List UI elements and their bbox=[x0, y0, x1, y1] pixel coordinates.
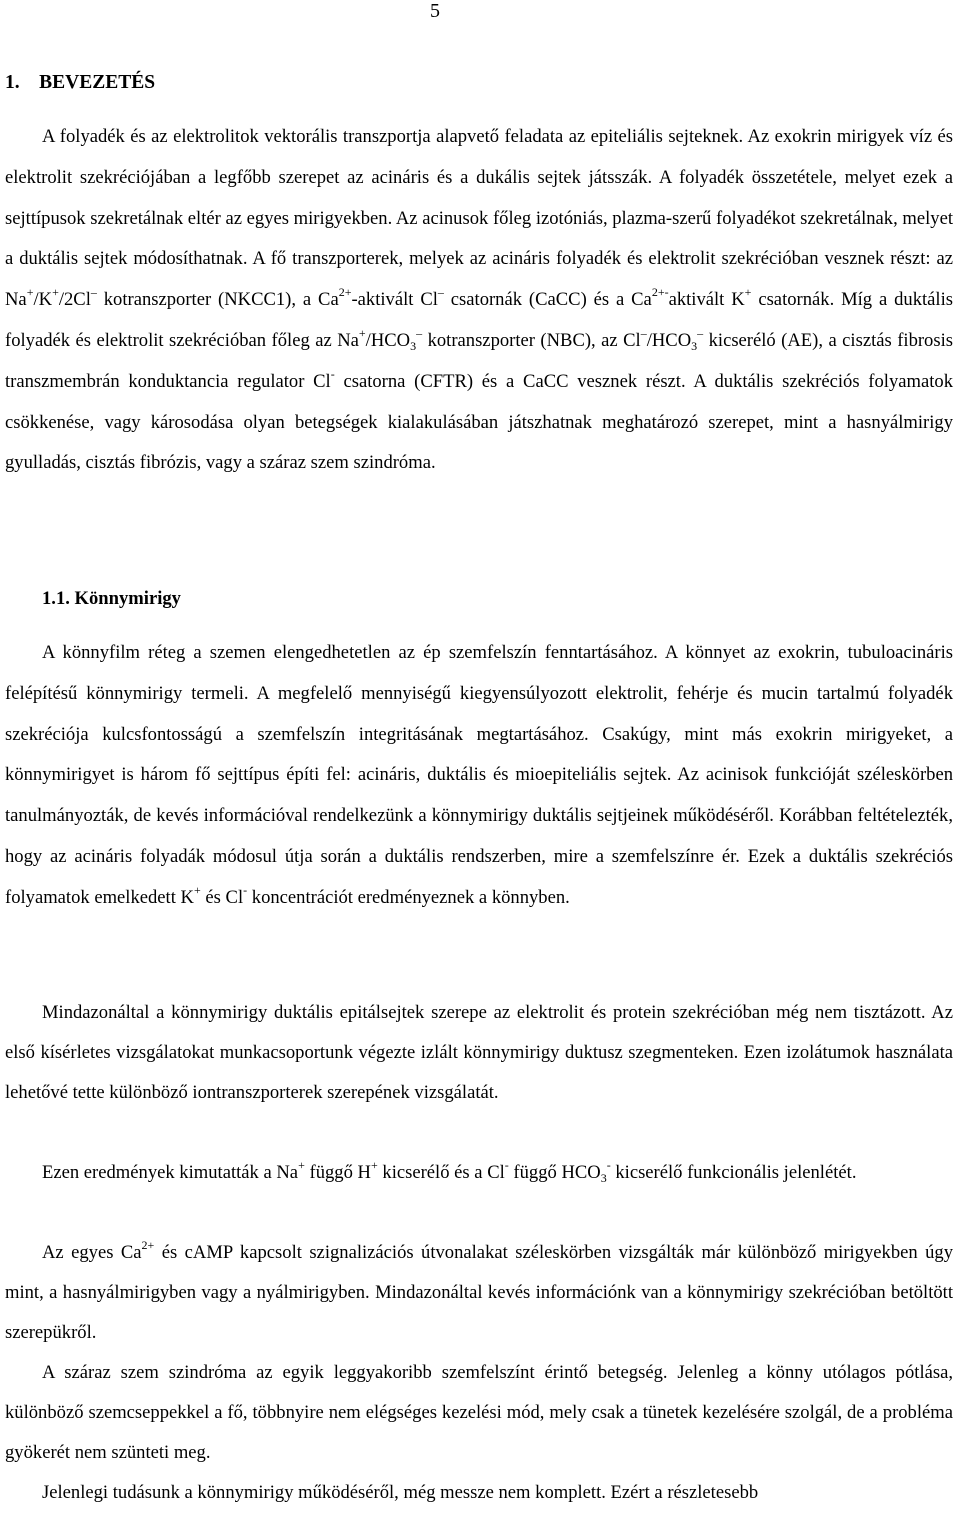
page-number: 5 bbox=[430, 0, 440, 22]
section-title: BEVEZETÉS bbox=[39, 72, 156, 93]
section-heading bbox=[5, 72, 155, 94]
paragraph-intro: A folyadék és az elektrolitok vektorális transzportja alapvető feladata az epiteliális sejteknek. Az exokrin mirigyek víz és elektrolit szekréciójában a legfőbb szerepet az acináris és a dukális sejtek játsszák. A folyadék összetétele, melyet ezek a sejttípusok szekretálnak eltér az egyes mirigyekben. Az acinusok főleg izotóniás, plazma-szerű folyadékot szekretálnak, melyet a duktális sejtek módosíthatnak. A fő transzporterek, melyek az acináris folyadék és elektrolit szekrécióban vesznek részt: az Na+/K+/2Cl– kotranszporter (NKCC1), a $Ca^{2+}$-aktivált Cl– csatornák (CaCC) és a $Ca^{2+-}aktivált$ K+ csatornák. Míg a duktális folyadék és elektrolit szekrécióban főleg az $Na^+/HCO_3^-$ kotranszporter (NBC), az $Cl^-/HCO_3^-$ kicseréló (AE), a cisztás fibrosis transzmembrán konduktancia regulator Cl- csatorna (CFTR) és a CaCC vesznek részt. A duktális szekréciós folyamatok csökkenése, vagy károsodása olyan betegségek kialakulásában játszhatnak meghatározó szerepet, mint a hasnyálmirigy gyulladás, cisztás fibrózis, vagy a száraz szem szindróma. bbox=[5, 126, 953, 474]
paragraph-signaling: Az egyes $Ca^{2+}$ és cAMP kapcsolt szignalizációs útvonalakat széleskörben vizsgálták már különböző mirigyekben úgy mint, a hasnyálmirigyben vagy a nyálmirigyben. Mindazonáltal kevés információnk van a könnymirigy szekrécióban betöltött szerepükről. bbox=[5, 1238, 954, 1343]
subsection-number: 1.1. bbox=[42, 588, 70, 609]
section-number: 1. bbox=[5, 72, 20, 93]
paragraph-results: Ezen eredmények kimutatták a Na+ függő H+ kicserélő és a Cl- függő $HCO_3^-$ kicserélő funkcionális jelenlétét. bbox=[42, 1158, 857, 1185]
subsection-heading bbox=[5, 579, 953, 620]
paragraph-dry-eye: A száraz szem szindróma az egyik leggyakoribb szemfelszínt érintő betegség. Jelenleg a könny utólagos pótlása, különböző szemcseppekkel a fő, többnyire nem elégséges kezelési mód, mely csak a tünetek kezelésére szolgál, de a probléma gyökerét nem szünteti meg. bbox=[5, 1362, 953, 1463]
paragraph-ductal-cells: Mindazonáltal a könnymirigy duktális epitálsejtek szerepe az elektrolit és protein szekrécióban még nem tisztázott. Az első kísérletes vizsgálatokat munkacsoportunk végezte izlált könnymirigy duktusz szegmenteken. Ezen izolátumok használata lehetővé tette különböző iontranszporterek szerepének vizsgálatát. bbox=[5, 1002, 953, 1103]
paragraph-current-knowledge: Jelenlegi tudásunk a könnymirigy működéséről, még messze nem komplett. Ezért a részletesebb bbox=[42, 1482, 759, 1503]
paragraph-lacrimal-gland: A könnyfilm réteg a szemen elengedhetetlen az ép szemfelszín fenntartásához. A könnyet az exokrin, tubuloacináris felépítésű könnymirigy termeli. A megfelelő mennyiségű kiegyensúlyozott elektrolit, fehérje és mucin tartalmú folyadék szekréciója kulcsfontosságú a szemfelszín integritásának megtartásához. Csakúgy, mint más exokrin mirigyeket, a könnymirigyet is három fő sejttípus építi fel: acináris, duktális és mioepiteliális sejtek. Az acinisok funkcióját széleskörben tanulmányozták, de kevés információval rendelkezünk a könnymirigy duktális sejtjeinek működéséről. Korábban feltételezték, hogy az acináris folyadák módosul útja során a duktális rendszerben, mire a szemfelszínre ér. Ezek a duktális szekréciós folyamatok emelkedett K+ és Cl- koncentrációt eredményeznek a könnyben. bbox=[5, 642, 953, 908]
subsection-title: Könnymirigy bbox=[74, 588, 181, 609]
